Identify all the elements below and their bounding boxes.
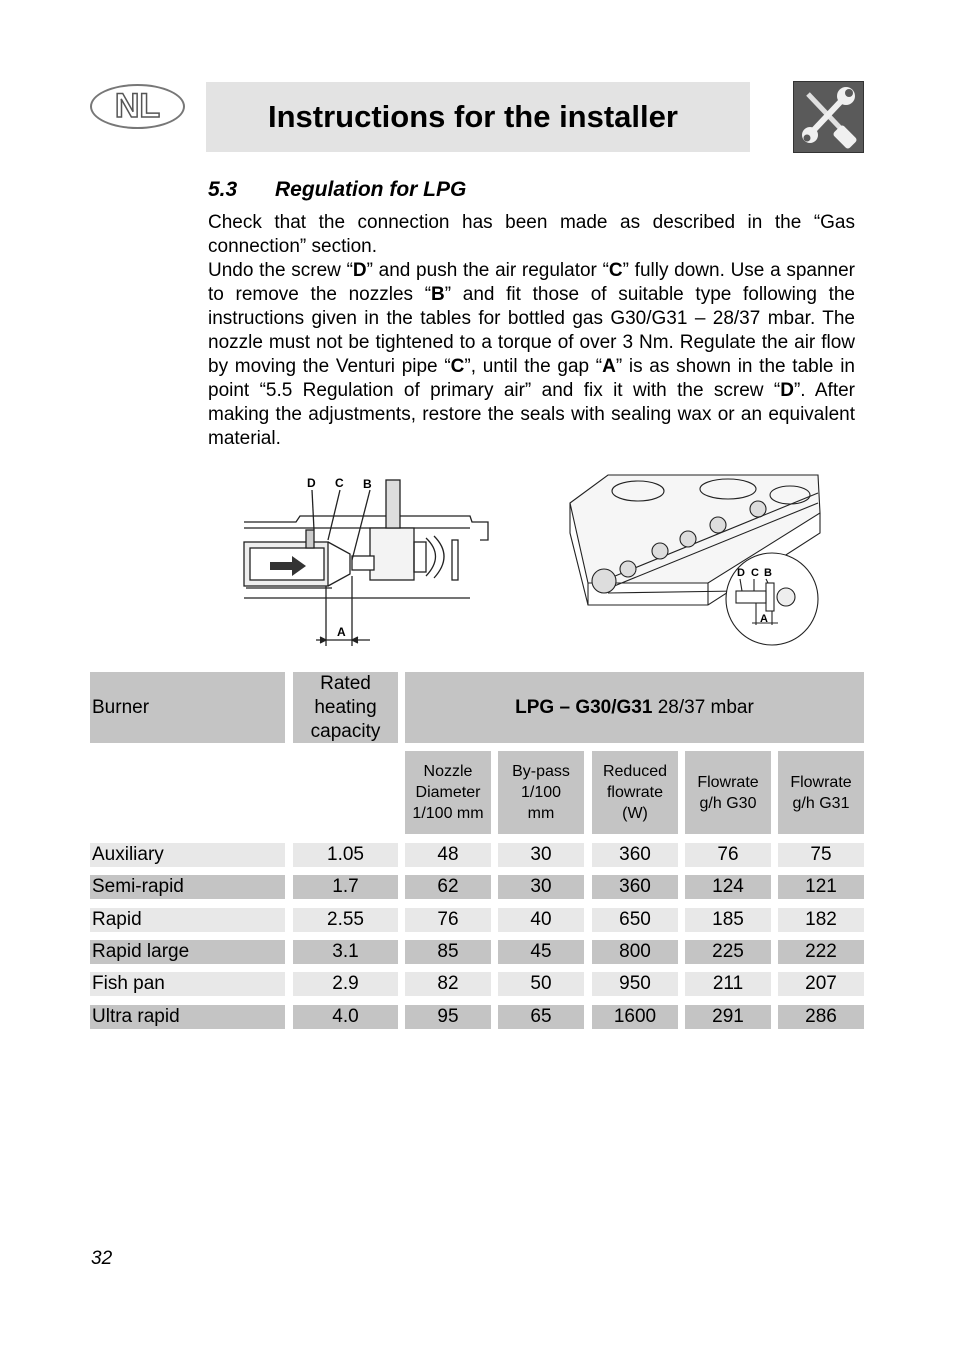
nozzle-cell: 95 <box>405 1005 491 1029</box>
bypass-header-text: By-pass 1/100 mm <box>512 763 570 822</box>
burner-name-cell: Rapid <box>90 908 285 932</box>
nozzle-cell: 85 <box>405 940 491 964</box>
burner-name-cell: Ultra rapid <box>90 1005 285 1029</box>
flowrate-g30-cell: 211 <box>685 972 771 996</box>
bypass-cell: 65 <box>498 1005 584 1029</box>
flowrate-g30-cell: 76 <box>685 843 771 867</box>
page-title <box>206 82 750 152</box>
reduced-flowrate-cell: 1600 <box>592 1005 678 1029</box>
flowrate-g30-cell: 124 <box>685 875 771 899</box>
flowrate-g31-cell: 286 <box>778 1005 864 1029</box>
page-number: 32 <box>91 1248 113 1269</box>
zoom-label-c: C <box>751 567 759 579</box>
capacity-column-header <box>293 672 398 743</box>
instructions-text <box>208 211 855 451</box>
bypass-cell: 30 <box>498 875 584 899</box>
flowrate-g31-cell: 207 <box>778 972 864 996</box>
label-d: D <box>307 476 316 490</box>
language-badge: NL <box>90 84 185 129</box>
capacity-cell: 3.1 <box>293 940 398 964</box>
gas-type-header <box>405 672 864 743</box>
label-b: B <box>363 477 372 491</box>
paragraph-check-connection: Check that the connection has been made as described in the “Gas connection” section. <box>208 212 855 257</box>
nozzle-cell: 82 <box>405 972 491 996</box>
nozzle-cell: 48 <box>405 843 491 867</box>
capacity-cell: 2.9 <box>293 972 398 996</box>
burner-name-cell: Semi-rapid <box>90 875 285 899</box>
flowrate-g31-header <box>778 751 864 834</box>
burner-name-cell: Auxiliary <box>90 843 285 867</box>
flowrate-g31-cell: 75 <box>778 843 864 867</box>
capacity-cell: 4.0 <box>293 1005 398 1029</box>
flowrate-g30-cell: 225 <box>685 940 771 964</box>
capacity-header-text: Rated heating capacity <box>310 672 381 742</box>
label-c: C <box>335 476 344 490</box>
label-a: A <box>337 625 346 639</box>
flowrate-g30-header-text: Flowrate g/h G30 <box>697 773 759 812</box>
section-title: Regulation for LPG <box>275 178 467 201</box>
reduced-flowrate-cell: 650 <box>592 908 678 932</box>
burner-name-cell: Rapid large <box>90 940 285 964</box>
reduced-flowrate-header <box>592 751 678 834</box>
bypass-cell: 40 <box>498 908 584 932</box>
flowrate-g30-cell: 185 <box>685 908 771 932</box>
flowrate-g31-cell: 182 <box>778 908 864 932</box>
flowrate-g30-cell: 291 <box>685 1005 771 1029</box>
bypass-cell: 50 <box>498 972 584 996</box>
section-heading <box>208 178 466 202</box>
hob-underside-diagram <box>568 473 822 647</box>
flowrate-g31-header-text: Flowrate g/h G31 <box>790 773 852 812</box>
reduced-flowrate-cell: 950 <box>592 972 678 996</box>
burner-cross-section-diagram <box>240 470 496 650</box>
reduced-flowrate-cell: 360 <box>592 875 678 899</box>
capacity-cell: 1.05 <box>293 843 398 867</box>
reduced-flowrate-cell: 360 <box>592 843 678 867</box>
zoom-label-d: D <box>737 567 745 579</box>
flowrate-g31-cell: 121 <box>778 875 864 899</box>
gas-pressure: 28/37 mbar <box>652 696 754 718</box>
bypass-header <box>498 751 584 834</box>
zoom-label-a: A <box>760 613 768 625</box>
bypass-cell: 30 <box>498 843 584 867</box>
nozzle-diameter-header: Nozzle Diameter 1/100 mm <box>405 751 491 834</box>
nozzle-cell: 76 <box>405 908 491 932</box>
capacity-cell: 1.7 <box>293 875 398 899</box>
page-title-text: Instructions for the installer <box>268 99 678 134</box>
flowrate-g31-cell: 222 <box>778 940 864 964</box>
section-number: 5.3 <box>208 178 238 201</box>
zoom-label-b: B <box>764 567 772 579</box>
capacity-cell: 2.55 <box>293 908 398 932</box>
paragraph-regulation-steps: Undo the screw “D” and push the air regulator “C” fully down. Use a spanner to remove the nozzles “B” and fit those of suitable type following the instructions given in the tables for bottled gas G30/G31 – 28/37 mbar. The nozzle must not be tightened to a torque of over 3 Nm. Regulate the air flow by moving the Venturi pipe “C”, until the gap “A” is as shown in the table in point “5.5 Regulation of primary air” and fix it with the screw “D”. After making the adjustments, restore the seals with sealing wax or an equivalent material. <box>208 260 856 449</box>
gas-type-bold: LPG – G30/G31 <box>515 696 653 718</box>
wrench-screwdriver-icon <box>793 81 864 153</box>
reduced-flowrate-header-text: Reduced flowrate (W) <box>602 763 668 822</box>
nozzle-cell: 62 <box>405 875 491 899</box>
burner-name-cell: Fish pan <box>90 972 285 996</box>
burner-column-header: Burner <box>90 672 285 743</box>
bypass-cell: 45 <box>498 940 584 964</box>
flowrate-g30-header <box>685 751 771 834</box>
reduced-flowrate-cell: 800 <box>592 940 678 964</box>
